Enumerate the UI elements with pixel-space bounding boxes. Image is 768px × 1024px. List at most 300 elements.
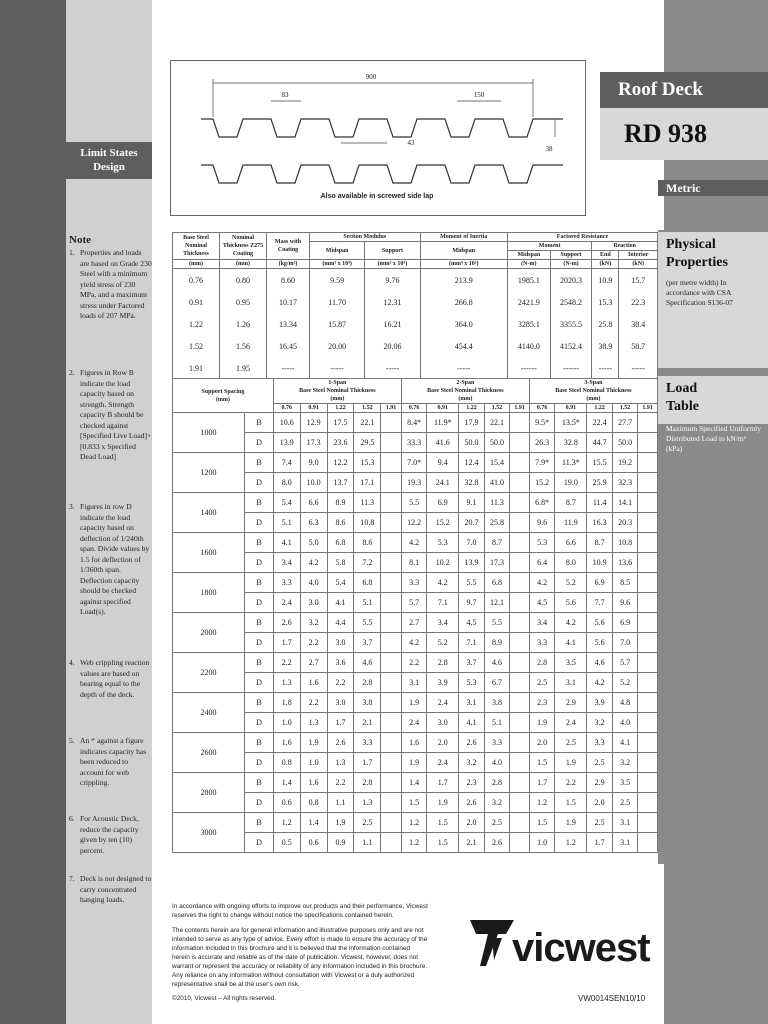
hdr-text: Mass with Coating bbox=[274, 239, 302, 253]
load-row-b bbox=[173, 613, 658, 633]
load-cell: 2.2 bbox=[273, 653, 300, 673]
load-row-b bbox=[173, 493, 658, 513]
physical-cell: ----- bbox=[365, 357, 420, 379]
load-cell: 4.2 bbox=[300, 553, 327, 573]
sub-end: End bbox=[592, 251, 619, 260]
load-cell: 1.0 bbox=[529, 833, 554, 853]
load-cell: 12.2 bbox=[401, 513, 427, 533]
physical-cell: 15.7 bbox=[619, 269, 658, 292]
load-cell: 41.0 bbox=[484, 473, 510, 493]
load-table bbox=[172, 378, 658, 853]
load-cell: 19.3 bbox=[401, 473, 427, 493]
load-cell: 6.8 bbox=[327, 533, 354, 553]
load-row-b bbox=[173, 733, 658, 753]
load-row-d bbox=[173, 673, 658, 693]
category-heading: Roof Deck bbox=[600, 72, 768, 108]
load-cell: 3.2 bbox=[612, 753, 637, 773]
load-cell bbox=[381, 653, 402, 673]
load-cell: 13.7 bbox=[327, 473, 354, 493]
load-cell: 3.1 bbox=[612, 813, 637, 833]
load-cell: 3.1 bbox=[459, 693, 485, 713]
note-2 bbox=[69, 368, 152, 463]
load-row-d bbox=[173, 833, 658, 853]
load-cell: 5.5 bbox=[401, 493, 427, 513]
load-cell: 0.9 bbox=[327, 833, 354, 853]
row-type-label: B bbox=[245, 653, 274, 673]
load-cell: 26.3 bbox=[529, 433, 554, 453]
load-row-b bbox=[173, 533, 658, 553]
thickness-col: 1.22 bbox=[459, 404, 485, 413]
load-cell: 4.6 bbox=[484, 653, 510, 673]
dim-83: 83 bbox=[281, 91, 289, 99]
load-cell: 2.3 bbox=[459, 773, 485, 793]
physical-cell: 38.9 bbox=[592, 335, 619, 357]
load-cell: 1.9 bbox=[555, 813, 587, 833]
load-cell: 15.4 bbox=[484, 453, 510, 473]
load-cell: 17.9 bbox=[459, 413, 485, 433]
load-cell: 5.3 bbox=[459, 673, 485, 693]
load-cell bbox=[381, 413, 402, 433]
load-cell: 1.3 bbox=[354, 793, 381, 813]
load-cell: 13.9 bbox=[459, 553, 485, 573]
load-cell: 2.2 bbox=[327, 773, 354, 793]
load-cell: 17.5 bbox=[327, 413, 354, 433]
physical-cell: 1.56 bbox=[220, 335, 267, 357]
span-sub: Base Steel Nominal Thickness bbox=[427, 388, 504, 394]
row-type-label: D bbox=[245, 633, 274, 653]
thickness-col: 1.22 bbox=[587, 404, 612, 413]
load-cell bbox=[510, 653, 530, 673]
load-cell: 10.2 bbox=[427, 553, 459, 573]
load-row-b bbox=[173, 413, 658, 433]
document-id: VW0014SEN10/10 bbox=[578, 994, 646, 1003]
load-cell: 1.4 bbox=[401, 773, 427, 793]
note-num: 2. bbox=[69, 368, 75, 377]
load-cell bbox=[638, 553, 658, 573]
physical-cell: 15.87 bbox=[310, 313, 365, 335]
load-cell bbox=[381, 633, 402, 653]
note-6 bbox=[69, 814, 152, 856]
row-type-label: D bbox=[245, 593, 274, 613]
load-cell: 6.8* bbox=[529, 493, 554, 513]
load-cell: 2.9 bbox=[587, 773, 612, 793]
load-cell: 6.9 bbox=[587, 573, 612, 593]
row-type-label: B bbox=[245, 613, 274, 633]
row-type-label: D bbox=[245, 473, 274, 493]
span-unit: (mm) bbox=[586, 396, 601, 402]
load-cell: 2.4 bbox=[555, 713, 587, 733]
note-3 bbox=[69, 502, 152, 618]
sub-moment: Moment bbox=[507, 242, 591, 251]
load-cell: 11.9* bbox=[427, 413, 459, 433]
load-cell: 6.9 bbox=[612, 613, 637, 633]
load-cell: 15.2 bbox=[427, 513, 459, 533]
load-cell: 22.1 bbox=[354, 413, 381, 433]
vicwest-logo-mark bbox=[470, 920, 514, 966]
load-cell bbox=[381, 513, 402, 533]
load-cell: 1.7 bbox=[354, 753, 381, 773]
load-row-b bbox=[173, 573, 658, 593]
physical-cell: ----- bbox=[420, 357, 507, 379]
note-1 bbox=[69, 248, 152, 322]
col-support-spacing bbox=[173, 379, 274, 413]
sub-interior: Interior bbox=[619, 251, 658, 260]
load-cell: 6.4 bbox=[529, 553, 554, 573]
copyright: ©2010, Vicwest – All rights reserved. bbox=[172, 995, 277, 1002]
sub-midspan: Midspan bbox=[310, 242, 365, 260]
note-text: Figures in row D indicate the load capacity based on deflection of 1/240th span. Divide values by 1.5 for deflection of 1/360th span. Deflection capacity should be checked against specified Load(s). bbox=[80, 502, 150, 616]
load-cell: 4.8 bbox=[612, 693, 637, 713]
load-cell: 4.1 bbox=[327, 593, 354, 613]
load-row-b bbox=[173, 813, 658, 833]
load-cell: 5.7 bbox=[612, 653, 637, 673]
load-cell: 1.7 bbox=[427, 773, 459, 793]
load-cell bbox=[638, 793, 658, 813]
load-cell: 3.5 bbox=[555, 653, 587, 673]
load-cell bbox=[510, 493, 530, 513]
load-cell: 5.6 bbox=[587, 633, 612, 653]
load-cell: 5.5 bbox=[459, 573, 485, 593]
footer-disclaimer: The contents herein are for general information and illustrative purposes only and are not intended to serve as any type of advice. Every effort is made to ensure the accuracy of the information included in this brochure and it is believed that the information contained herein is accurate and reliable as of the date of publication. Vicwest, however, does not warrant or represent the accuracy or reliability of any information included in this brochure. Any reliance on any information without consultation with Vicwest or a duly authorized representative shall be at the user's own risk. bbox=[172, 927, 428, 988]
load-cell: 4.0 bbox=[612, 713, 637, 733]
support-spacing-cell: 3000 bbox=[173, 813, 245, 853]
load-cell bbox=[638, 593, 658, 613]
load-cell: 44.7 bbox=[587, 433, 612, 453]
physical-cell: 16.21 bbox=[365, 313, 420, 335]
load-cell: 3.3 bbox=[401, 573, 427, 593]
physical-cell: ----- bbox=[592, 357, 619, 379]
load-cell: 7.1 bbox=[427, 593, 459, 613]
load-cell: 5.5 bbox=[484, 613, 510, 633]
sub-midspan: Midspan bbox=[507, 251, 550, 260]
load-cell bbox=[381, 493, 402, 513]
col-2-span bbox=[401, 379, 529, 404]
load-cell: 12.2 bbox=[327, 453, 354, 473]
load-cell: 8.4* bbox=[401, 413, 427, 433]
load-cell: 8.0 bbox=[555, 553, 587, 573]
row-type-label: D bbox=[245, 673, 274, 693]
load-cell bbox=[638, 513, 658, 533]
load-cell: 6.8 bbox=[354, 573, 381, 593]
physical-cell: 1985.1 bbox=[507, 269, 550, 292]
load-cell: 2.6 bbox=[459, 793, 485, 813]
note-title: Note bbox=[69, 234, 91, 246]
load-cell: 9.6 bbox=[612, 593, 637, 613]
load-cell: 1.7 bbox=[327, 713, 354, 733]
col-factored: Factored Resistance bbox=[507, 233, 657, 242]
load-cell: 7.0 bbox=[612, 633, 637, 653]
physical-cell: 38.4 bbox=[619, 313, 658, 335]
load-cell: 9.5* bbox=[529, 413, 554, 433]
load-table-title: Load Table bbox=[666, 381, 699, 414]
load-row-d bbox=[173, 553, 658, 573]
note-num: 7. bbox=[69, 874, 75, 883]
load-cell: 3.4 bbox=[427, 613, 459, 633]
load-cell bbox=[381, 673, 402, 693]
load-cell: 4.5 bbox=[529, 593, 554, 613]
load-cell bbox=[638, 713, 658, 733]
dim-900: 900 bbox=[365, 73, 377, 81]
load-cell: 1.5 bbox=[401, 793, 427, 813]
load-cell: 1.2 bbox=[401, 813, 427, 833]
load-row-d bbox=[173, 473, 658, 493]
row-type-label: B bbox=[245, 413, 274, 433]
load-cell: 2.0 bbox=[427, 733, 459, 753]
load-cell: 41.6 bbox=[427, 433, 459, 453]
unit: (mm³ x 10³) bbox=[365, 260, 420, 269]
physical-cell: ----- bbox=[619, 357, 658, 379]
physical-cell: 1.91 bbox=[173, 357, 220, 379]
physical-cell: ----- bbox=[267, 357, 310, 379]
load-row-b bbox=[173, 653, 658, 673]
load-cell bbox=[638, 633, 658, 653]
support-spacing-cell: 1000 bbox=[173, 413, 245, 453]
physical-cell: 20.00 bbox=[310, 335, 365, 357]
load-cell: 7.1 bbox=[459, 633, 485, 653]
load-row-b bbox=[173, 693, 658, 713]
product-name: RD 938 bbox=[600, 108, 768, 160]
load-cell: 1.7 bbox=[587, 833, 612, 853]
load-cell: 12.4 bbox=[459, 453, 485, 473]
col-mass bbox=[267, 233, 310, 260]
load-cell bbox=[381, 433, 402, 453]
load-cell: 3.2 bbox=[484, 793, 510, 813]
load-row-d bbox=[173, 433, 658, 453]
load-cell: 2.5 bbox=[612, 793, 637, 813]
load-cell: 1.9 bbox=[300, 733, 327, 753]
load-cell: 3.2 bbox=[587, 713, 612, 733]
load-row-d bbox=[173, 593, 658, 613]
load-cell: 2.5 bbox=[587, 813, 612, 833]
unit: (N-m) bbox=[507, 260, 550, 269]
load-cell: 7.2 bbox=[354, 553, 381, 573]
load-cell: 2.9 bbox=[555, 693, 587, 713]
load-cell bbox=[381, 453, 402, 473]
load-cell: 2.0 bbox=[529, 733, 554, 753]
load-cell: 22.4 bbox=[587, 413, 612, 433]
physical-cell: 1.26 bbox=[220, 313, 267, 335]
load-cell: 1.6 bbox=[300, 673, 327, 693]
support-spacing-cell: 2800 bbox=[173, 773, 245, 813]
thickness-col: 1.91 bbox=[510, 404, 530, 413]
load-cell: 3.0 bbox=[300, 593, 327, 613]
load-cell: 5.2 bbox=[612, 673, 637, 693]
load-cell: 3.9 bbox=[427, 673, 459, 693]
load-cell: 11.3 bbox=[354, 493, 381, 513]
load-cell: 32.8 bbox=[459, 473, 485, 493]
load-cell: 9.6 bbox=[529, 513, 554, 533]
note-text: For Acoustic Deck, reduce the capacity given by ten (10) percent. bbox=[80, 814, 139, 855]
physical-row bbox=[173, 335, 658, 357]
load-cell: 3.1 bbox=[401, 673, 427, 693]
note-num: 5. bbox=[69, 736, 75, 745]
load-cell: 2.5 bbox=[484, 813, 510, 833]
load-cell bbox=[381, 473, 402, 493]
row-type-label: B bbox=[245, 733, 274, 753]
thickness-col: 0.91 bbox=[427, 404, 459, 413]
span-sub: Base Steel Nominal Thickness bbox=[555, 388, 632, 394]
hdr-unit: (mm) bbox=[215, 396, 230, 403]
load-cell: 4.2 bbox=[555, 613, 587, 633]
load-cell: 2.8 bbox=[354, 673, 381, 693]
physical-cell: 2548.2 bbox=[550, 291, 592, 313]
load-cell: 7.9* bbox=[529, 453, 554, 473]
load-cell: 1.7 bbox=[273, 633, 300, 653]
load-cell: 3.2 bbox=[300, 613, 327, 633]
load-cell: 1.5 bbox=[427, 833, 459, 853]
thickness-col: 0.76 bbox=[273, 404, 300, 413]
load-cell: 4.2 bbox=[401, 533, 427, 553]
thickness-col: 0.76 bbox=[401, 404, 427, 413]
physical-cell: 10.17 bbox=[267, 291, 310, 313]
physical-cell: 0.91 bbox=[173, 291, 220, 313]
support-spacing-cell: 2400 bbox=[173, 693, 245, 733]
load-cell: 5.4 bbox=[273, 493, 300, 513]
load-cell: 2.1 bbox=[354, 713, 381, 733]
load-cell: 33.3 bbox=[401, 433, 427, 453]
physical-cell: 20.06 bbox=[365, 335, 420, 357]
load-cell: 15.2 bbox=[529, 473, 554, 493]
physical-body bbox=[173, 269, 658, 380]
load-cell: 1.5 bbox=[427, 813, 459, 833]
load-cell bbox=[381, 773, 402, 793]
row-type-label: B bbox=[245, 573, 274, 593]
load-cell: 5.1 bbox=[273, 513, 300, 533]
load-cell bbox=[510, 613, 530, 633]
load-cell: 2.5 bbox=[529, 673, 554, 693]
load-cell bbox=[638, 473, 658, 493]
span-label: 1-Span bbox=[328, 380, 347, 386]
load-cell bbox=[510, 413, 530, 433]
load-cell bbox=[381, 753, 402, 773]
col-moment-inertia: Moment of Inertia bbox=[420, 233, 507, 242]
load-cell: 2.0 bbox=[587, 793, 612, 813]
sub-midspan: Midspan bbox=[420, 242, 507, 260]
load-cell: 1.9 bbox=[327, 813, 354, 833]
load-cell bbox=[638, 533, 658, 553]
physical-row bbox=[173, 291, 658, 313]
load-cell: 19.2 bbox=[612, 453, 637, 473]
physical-cell: 0.95 bbox=[220, 291, 267, 313]
load-cell: 11.9 bbox=[555, 513, 587, 533]
load-cell: 2.6 bbox=[484, 833, 510, 853]
load-cell: 3.3 bbox=[484, 733, 510, 753]
load-body bbox=[173, 413, 658, 853]
col-1-span bbox=[273, 379, 401, 404]
thickness-col: 1.91 bbox=[381, 404, 402, 413]
physical-cell: 25.8 bbox=[592, 313, 619, 335]
thickness-col: 0.91 bbox=[300, 404, 327, 413]
left-margin-band bbox=[0, 0, 66, 1024]
load-cell: 3.2 bbox=[459, 753, 485, 773]
support-spacing-cell: 1200 bbox=[173, 453, 245, 493]
load-cell bbox=[510, 533, 530, 553]
load-cell: 0.5 bbox=[273, 833, 300, 853]
load-cell bbox=[638, 493, 658, 513]
physical-cell: 8.60 bbox=[267, 269, 310, 292]
physical-cell: 3285.1 bbox=[507, 313, 550, 335]
physical-cell: 1.95 bbox=[220, 357, 267, 379]
load-cell: 6.3 bbox=[300, 513, 327, 533]
load-cell bbox=[510, 833, 530, 853]
load-cell: 23.6 bbox=[327, 433, 354, 453]
load-cell: 3.4 bbox=[273, 553, 300, 573]
load-cell: 22.1 bbox=[484, 413, 510, 433]
physical-cell: 13.34 bbox=[267, 313, 310, 335]
load-cell bbox=[638, 773, 658, 793]
load-cell: 29.5 bbox=[354, 433, 381, 453]
load-cell: 1.9 bbox=[555, 753, 587, 773]
note-text: Deck is not designed to carry concentrated hanging loads. bbox=[80, 874, 152, 904]
load-cell: 17.1 bbox=[354, 473, 381, 493]
load-cell: 3.3 bbox=[273, 573, 300, 593]
load-cell bbox=[638, 753, 658, 773]
load-cell bbox=[510, 553, 530, 573]
load-cell: 0.8 bbox=[273, 753, 300, 773]
load-cell: 1.4 bbox=[273, 773, 300, 793]
load-cell: 3.6 bbox=[327, 653, 354, 673]
physical-cell: 11.70 bbox=[310, 291, 365, 313]
sub-support: Support bbox=[365, 242, 420, 260]
load-cell bbox=[381, 733, 402, 753]
load-cell: 2.5 bbox=[354, 813, 381, 833]
load-cell: 3.3 bbox=[529, 633, 554, 653]
load-cell bbox=[510, 473, 530, 493]
load-cell: 1.4 bbox=[300, 813, 327, 833]
row-type-label: B bbox=[245, 693, 274, 713]
physical-cell: 9.76 bbox=[365, 269, 420, 292]
load-cell: 32.8 bbox=[555, 433, 587, 453]
units-label: Metric bbox=[658, 180, 768, 196]
load-cell bbox=[510, 633, 530, 653]
load-cell: 4.2 bbox=[529, 573, 554, 593]
load-cell: 7.4 bbox=[273, 453, 300, 473]
dim-43: 43 bbox=[407, 139, 415, 147]
load-cell: 1.0 bbox=[273, 713, 300, 733]
load-cell: 8.5 bbox=[612, 573, 637, 593]
load-cell: 1.7 bbox=[529, 773, 554, 793]
load-cell: 3.0 bbox=[427, 713, 459, 733]
physical-cell: 12.31 bbox=[365, 291, 420, 313]
physical-cell: ------ bbox=[550, 357, 592, 379]
sub-support: Support bbox=[550, 251, 592, 260]
thickness-col: 1.52 bbox=[484, 404, 510, 413]
load-cell: 5.5 bbox=[354, 613, 381, 633]
load-cell: 8.6 bbox=[354, 533, 381, 553]
dim-150: 150 bbox=[473, 91, 485, 99]
load-cell: 10.9 bbox=[587, 553, 612, 573]
unit: (N-m) bbox=[550, 260, 592, 269]
load-cell bbox=[510, 773, 530, 793]
note-text: An * against a figure indicates capacity has been reduced to account for web crippling. bbox=[80, 736, 147, 787]
load-cell bbox=[381, 713, 402, 733]
span-unit: (mm) bbox=[330, 396, 345, 402]
physical-cell: 364.0 bbox=[420, 313, 507, 335]
physical-cell: ------ bbox=[507, 357, 550, 379]
load-cell: 50.0 bbox=[459, 433, 485, 453]
load-cell: 1.9 bbox=[401, 693, 427, 713]
load-cell: 1.9 bbox=[529, 713, 554, 733]
load-cell bbox=[638, 693, 658, 713]
profile-caption: Also available in screwed side lap bbox=[320, 193, 434, 200]
physical-properties-subtitle: (per metre width) In accordance with CSA Specification S136-07 bbox=[666, 278, 733, 307]
load-cell bbox=[510, 593, 530, 613]
row-type-label: D bbox=[245, 753, 274, 773]
load-cell: 1.1 bbox=[354, 833, 381, 853]
load-cell bbox=[638, 673, 658, 693]
load-cell bbox=[381, 533, 402, 553]
load-cell: 8.9 bbox=[484, 633, 510, 653]
